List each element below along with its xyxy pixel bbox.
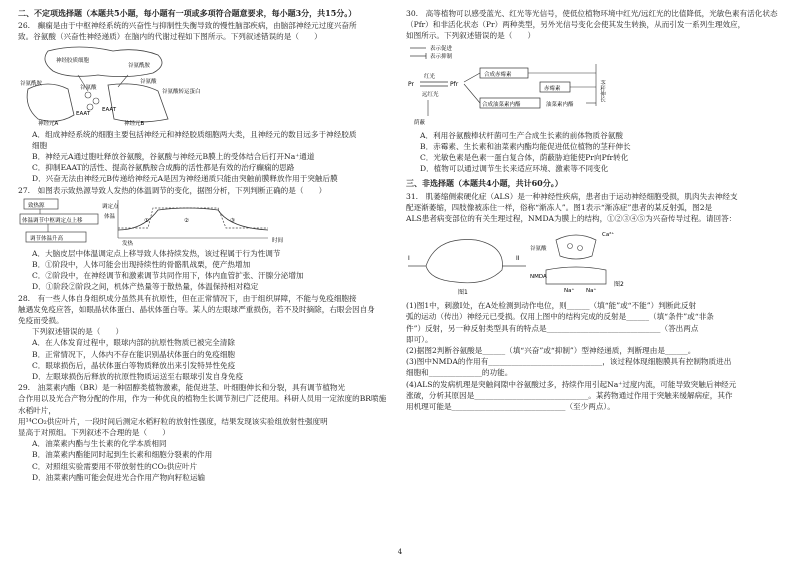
q30-option-d: D．植物可以通过调节生长来适应环境、激素等不同变化 (420, 164, 609, 174)
q28-option-c: C．眼球损伤后，晶状体蛋白等物质释放出来引发特异性免疫 (32, 360, 236, 370)
fig27-box-raise: 调节体温升高 (30, 235, 64, 242)
als-reflex-diagram (406, 226, 666, 298)
q27-option-d: D．①阶段②阶段之间，机体产热量等于散热量，体温保持相对稳定 (32, 282, 259, 292)
fig30-legend-promote: 表示促进 (430, 45, 453, 52)
q26-option-a-cont: 细胞 (32, 140, 48, 150)
fig30-node-br: 油菜素内酯 (546, 101, 574, 108)
fig27-axis-setpoint: 调定点 (102, 203, 119, 210)
q29-stem-3: 用¹⁴CO₂供应叶片，一段时间后测定水稻籽粒的放射性强度，结果发现该实验组放射性强度明 (18, 416, 328, 426)
q29-option-b: B．油菜素内酯能同时起到生长素和细胞分裂素的作用 (32, 450, 213, 460)
q27-figure (18, 198, 388, 246)
q29-option-a: A．油菜素内酯与生长素的化学本质相同 (32, 439, 167, 449)
q26-option-c: C．抑制EAAT的活性、提高谷氨酰胺合成酶的活性都是有效的治疗癫痫的思路 (32, 163, 295, 173)
right-column (406, 8, 782, 412)
fig30-node-far-red: 远红光 (422, 91, 439, 98)
spinal-cord-outline (426, 240, 502, 283)
q31-stem: 31. 肌萎缩侧索硬化症（ALS）是一种神经性疾病，患者由于运动神经细胞受损，肌肉失去神经支 (406, 191, 738, 201)
body-temp-curve (118, 208, 268, 230)
q30-figure (406, 44, 782, 128)
fig31-label-fig2: 图2 (614, 281, 624, 289)
fig27-axis-fever: 发热 (122, 240, 134, 246)
fig31-label-ii: II (516, 255, 520, 263)
fig27-box-pyrogen: 致热源 (28, 202, 45, 209)
q31-stem-3: ALS患者病变部位的有关生理过程，NMDA为膜上的结构，①②③④⑤为兴奋传导过程。请回答： (406, 214, 737, 224)
presynaptic-terminal (556, 235, 596, 259)
q31-sub2: (2)据图2判断谷氨酸是______（填“兴奋”或“抑制”）型神经递质，判断理由是______。 (406, 346, 696, 356)
q28-stem-4: 下列叙述错误的是（ ） (32, 327, 124, 337)
fig31-label-ca: Ca²⁺ (602, 232, 615, 239)
q29-stem: 29. 油菜素内酯（BR）是一种固醇类植物激素，能促进茎、叶细胞伸长和分裂，具有调节植物光 (18, 383, 346, 393)
q26-figure (18, 45, 388, 127)
fig27-axis-time: 时间 (272, 237, 284, 244)
q29-option-c: C．对照组实验需要用不带放射性的CO₂供应叶片 (32, 461, 198, 471)
q27-option-b: B．①阶段中，人体可能会出现持续性的骨骼肌战栗，使产热增加 (32, 260, 251, 270)
fig26-label-neuron-b: 神经元B (124, 120, 145, 127)
fig30-node-red: 红光 (424, 73, 436, 80)
neuron-b-outline (108, 83, 168, 121)
fig27-phase-1: ① (144, 217, 149, 224)
fig26-label-glutamine-1: 谷氨酰胺 (20, 80, 43, 87)
q29-stem-4: 显高于对照组。下列叙述不合理的是（ ） (18, 428, 170, 438)
q30-stem-3: 如图所示。下列叙述错误的是（ ） (406, 31, 536, 41)
fig26-label-glutamate-1: 谷氨酸 (80, 84, 97, 91)
q29-stem-2: 合作用以及光合产物分配的作用，作为一种优良的植物生长调节剂已广泛使用。科研人员用一定浓度的BR喷施水稻叶片， (18, 394, 387, 415)
q28-stem-3: 免疫而受损。 (18, 316, 64, 326)
q26-stem: 26. 癫痫是由于中枢神经系统的兴奋性与抑制性失衡导致的慢性脑部疾病，由脑部神经元过度兴奋所 (18, 21, 357, 31)
left-column (18, 8, 388, 483)
q26-option-d: D．兴奋无法由神经元B传递给神经元A是因为神经递质只能由突触前膜释放作用于突触后膜 (32, 174, 338, 184)
fig26-label-glia: 神经胶质细胞 (56, 57, 90, 64)
neuron-a-outline (27, 84, 74, 121)
fig27-phase-3: ③ (230, 217, 235, 224)
fig31-label-glutamate: 谷氨酸 (530, 246, 547, 253)
neuron-glutamate-diagram (18, 45, 218, 127)
q31-figure (406, 226, 782, 298)
q28-stem: 28. 有一些人体自身组织成分虽然具有抗原性，但在正常情况下，由于组织屏障，不能与免疫细胞接 (18, 293, 357, 303)
fever-regulation-diagram (18, 198, 298, 246)
q27-option-c: C．②阶段中，在神经调节和激素调节共同作用下，体内血管扩张、汗腺分泌增加 (32, 271, 304, 281)
fig26-label-transporter: 谷氨酸转运蛋白 (162, 88, 201, 95)
q31-sub1-line4: 即可）。 (406, 334, 433, 344)
q31-sub3-line1: (3)图中NMDA的作用有______________________________，该过程体现细胞膜具有控制物质进出 (406, 357, 732, 367)
q28-option-b: B．正常情况下，人体内不存在能识别晶状体蛋白的免疫细胞 (32, 349, 236, 359)
q27-stem: 27. 如图表示致热源导致人发热的体温调节的变化，据图分析，下列判断正确的是（ ） (18, 185, 327, 195)
q28-stem-2: 触遇发免疫应答，如眼晶状体蛋白、晶状体蛋白等。某人的左眼球严重损伤，若不及时摘除，右眼会因自身 (18, 304, 375, 314)
page-number: 4 (397, 548, 403, 556)
fig26-label-eaat-1: EAAT (76, 110, 91, 117)
fig26-label-glutamine-2: 谷氨酰胺 (128, 62, 151, 69)
q30-stem: 30. 高等植物可以感受蓝光、红光等光信号，使低位植物环境中红光/远红光的比值降低，光敏色素有活化状态 (406, 9, 778, 18)
fig31-label-nmda: NMDA (530, 274, 547, 281)
fig30-node-br-synth: 合成油菜素内酯 (482, 101, 521, 108)
q31-sub4-line2: 涨破，分析其原因是______________________________。某药物通过作用于突触来缓解病症，其作 (406, 390, 733, 400)
fig27-axis-temp: 体温 (104, 213, 116, 220)
q31-sub4-line1: (4)ALS的发病机理是突触间隙中谷氨酸过多，持续作用引起Na⁺过度内流，可能导致突触后神经元 (406, 379, 737, 389)
q31-stem-2: 配逐渐萎缩，四肢像被冻住一样，俗称“渐冻人”。图1表示“渐冻症”患者的某反射弧，图2是 (406, 202, 713, 212)
q26-stem-cont: 致。谷氨酸（兴奋性神经递质）在脑内的代谢过程如下图所示。下列叙述错误的是（ ） (18, 32, 322, 42)
fig26-label-glutamate-2: 谷氨酸 (140, 78, 157, 85)
fig30-node-ga-synth: 合成赤霉素 (484, 71, 512, 78)
q30-stem-2: （Pfr）和非活化状态（Pr）两种类型，另外光信号变化会使其发生转换，从而引发一系列生理效应， (406, 20, 746, 30)
phytochrome-diagram (406, 44, 646, 128)
fig30-legend-inhibit: 表示抑制 (430, 53, 453, 60)
q31-sub1-line2: 弧的运动（传出）神经元已受损。仅用上图中的结构完成的反射是______（填“条件”或“非条 (406, 312, 714, 322)
q31-sub1-line3: 件”）反射，另一种反射类型具有的特点是______________________________（答出两点 (406, 323, 699, 333)
q31-sub4-line3: 用机理可能是______________________________（至少两点）。 (406, 402, 615, 412)
q27-option-a: A．大脑皮层中体温调定点上移导致人体持续发热，该过程属于行为性调节 (32, 248, 281, 258)
fig30-node-stem: 茎秆伸长 (599, 79, 605, 102)
fig27-phase-2: ② (184, 217, 189, 224)
fig26-label-neuron-a: 神经元A (38, 120, 59, 127)
q30-option-a: A．利用谷氨酸棒状杆菌可生产合成生长素的前体物质谷氨酸 (420, 130, 623, 140)
q26-option-b: B．神经元A通过胞吐释放谷氨酸，谷氨酸与神经元B膜上的受体结合后打开Na⁺通道 (32, 152, 315, 162)
fig30-node-shade: 荫蔽 (414, 119, 426, 126)
q26-option-a: A．组成神经系统的细胞主要包括神经元和神经胶质细胞两大类，且神经元的数目远多于神经胶质 (32, 129, 357, 139)
fig31-label-na-2: Na⁺ (586, 288, 597, 295)
fig30-node-pfr: Pfr (450, 80, 459, 88)
q28-option-d: D．左眼球损伤后释放的抗原性物质运送至右眼球引发自身免疫 (32, 372, 244, 382)
q29-option-d: D．油菜素内酯可能会促进光合作用产物向籽粒运输 (32, 472, 206, 482)
q30-option-c: C．光敏色素是色素一蛋白复合体，荫蔽胁迫能使Pr向Pfr转化 (420, 153, 629, 163)
q28-option-a: A．在人体发育过程中，眼球内部的抗原性物质已被完全清除 (32, 338, 235, 348)
fig31-label-fig1: 图1 (458, 289, 468, 297)
fig31-label-i: I (408, 255, 410, 263)
section-title-multi-choice: 二、不定项选择题（本题共5小题，每小题有一项或多项符合题意要求，每小题3分，共15分。） (18, 8, 357, 18)
q30-option-b: B．赤霉素、生长素和油菜素内酯均能促进低位植物的茎秆伸长 (420, 141, 631, 151)
q31-sub1-line1: (1)图1中，刺激Ⅰ处，在A处检测到动作电位，则______（填“能”或“不能”）判断此反射 (406, 301, 697, 311)
section-title-non-choice: 三、非选择题（本题共4小题，共计60分。） (406, 178, 563, 189)
fig30-node-pr: Pr (408, 80, 414, 88)
fig31-label-na-1: Na⁺ (564, 288, 575, 295)
postsynaptic-membrane (546, 267, 606, 284)
fig27-box-setpoint: 体温调节中枢调定点上移 (22, 217, 83, 224)
fig26-label-eaat-2: EAAT (102, 106, 117, 113)
q31-sub3-line2: 细胞和______________的功能。 (406, 368, 513, 378)
fig30-node-ga: 赤霉素 (544, 85, 561, 92)
